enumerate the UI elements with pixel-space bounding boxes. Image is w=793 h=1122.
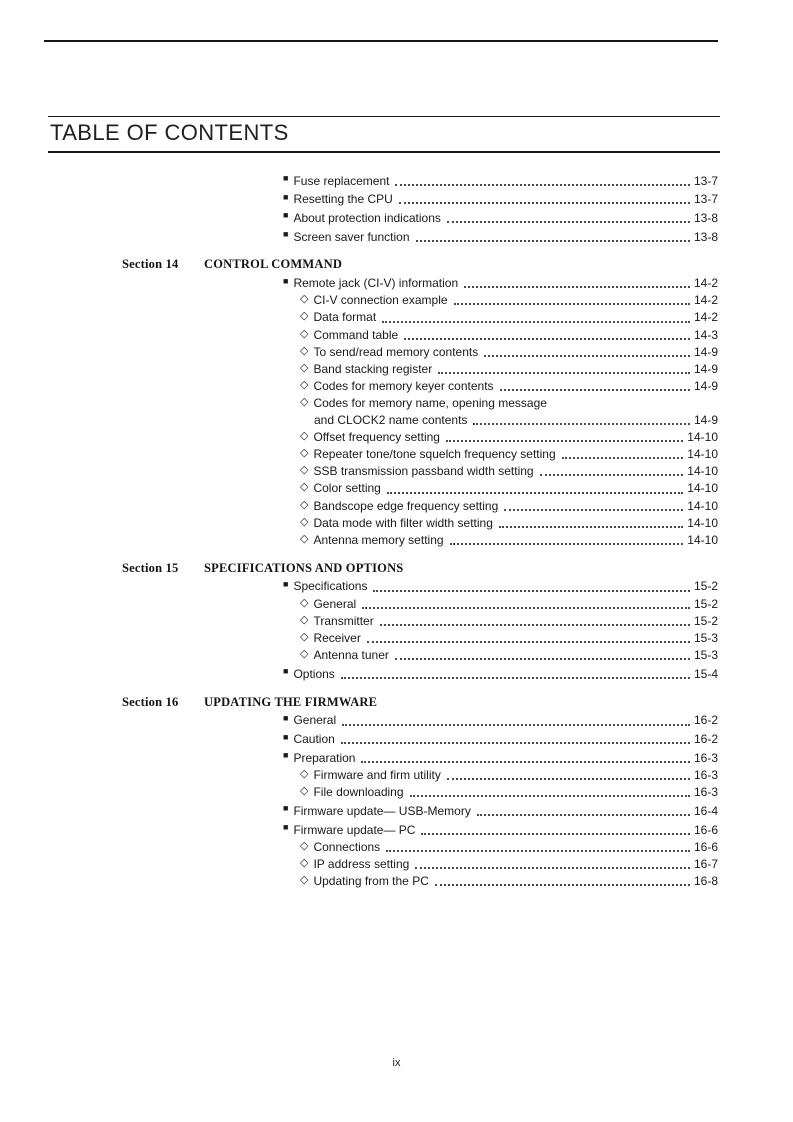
toc-entry-label: Receiver <box>313 631 361 646</box>
toc-entry <box>122 226 718 245</box>
square-bullet-icon: ■ <box>283 731 289 742</box>
square-bullet-icon: ■ <box>283 578 289 589</box>
toc-entry-label: File downloading <box>313 785 404 800</box>
diamond-bullet-icon: ◇ <box>300 857 309 870</box>
toc-entry-continuation <box>122 412 718 428</box>
toc-entry-label: Antenna memory setting <box>313 533 444 548</box>
dot-leader <box>450 543 684 545</box>
toc-entry <box>122 855 718 872</box>
dot-leader <box>499 526 683 528</box>
dot-leader <box>404 338 690 340</box>
toc-entry-page: 13-8 <box>693 210 718 225</box>
toc-entry-page: 14-9 <box>693 412 718 427</box>
dot-leader <box>395 184 689 186</box>
square-bullet-icon: ■ <box>283 229 289 240</box>
page-number: ix <box>392 1057 401 1069</box>
toc-entry-label: Screen saver function <box>293 229 410 244</box>
diamond-bullet-icon: ◇ <box>300 648 309 661</box>
toc-entry-label: Specifications <box>293 579 368 594</box>
toc-entry-page: 14-10 <box>687 498 718 513</box>
toc-entry-label: Bandscope edge frequency setting <box>313 498 499 513</box>
dot-leader <box>342 724 690 726</box>
toc-entry-page: 16-3 <box>693 768 718 782</box>
section-title: UPDATING THE FIRMWARE <box>204 694 378 709</box>
toc-entry-page: 14-2 <box>693 293 718 308</box>
toc-entry-label: Firmware and firm utility <box>313 768 441 782</box>
toc-entry-label: Command table <box>313 327 399 342</box>
toc-entry-page: 15-4 <box>693 666 718 681</box>
diamond-bullet-icon: ◇ <box>300 447 309 460</box>
diamond-bullet-icon: ◇ <box>300 631 309 644</box>
diamond-bullet-icon: ◇ <box>300 379 309 392</box>
toc-entry-label: IP address setting <box>313 857 410 872</box>
toc-entry-label: Options <box>293 666 335 681</box>
toc-entry-page: 13-7 <box>693 173 718 188</box>
toc-entry-page: 15-2 <box>693 596 718 611</box>
dot-leader <box>416 240 690 242</box>
toc-entry <box>122 326 718 343</box>
dot-leader <box>504 509 683 511</box>
dot-leader <box>473 423 690 425</box>
diamond-bullet-icon: ◇ <box>300 362 309 375</box>
toc-entry <box>122 819 718 838</box>
square-bullet-icon: ■ <box>283 750 289 761</box>
dot-leader <box>410 795 690 797</box>
toc-entry-page: 15-3 <box>693 648 718 663</box>
square-bullet-icon: ■ <box>283 822 289 833</box>
toc-entry-label: Caution <box>293 732 335 747</box>
toc-entry-label: Connections <box>313 839 381 854</box>
dot-leader <box>446 440 683 442</box>
square-bullet-icon: ■ <box>283 803 289 814</box>
dot-leader <box>367 641 690 643</box>
dot-leader <box>540 474 684 476</box>
toc-entry-page: 14-10 <box>687 464 718 479</box>
toc-entry-label: Firmware update— PC <box>293 822 416 837</box>
toc-entry <box>122 377 718 394</box>
toc-entry <box>122 576 718 595</box>
toc-entry <box>122 710 718 729</box>
toc-entry <box>122 462 718 479</box>
section-label: Section 16 <box>122 694 179 709</box>
dot-leader <box>386 850 690 852</box>
toc-entry-label: Color setting <box>313 481 381 496</box>
top-rule <box>44 40 718 42</box>
toc-entry-page: 16-2 <box>693 732 718 747</box>
toc-entry-label: About protection indications <box>293 210 441 225</box>
diamond-bullet-icon: ◇ <box>300 396 309 409</box>
dot-leader <box>464 286 690 288</box>
toc-entry <box>122 747 718 766</box>
square-bullet-icon: ■ <box>283 191 289 202</box>
toc-entry-page: 16-2 <box>693 713 718 728</box>
dot-leader <box>373 590 689 592</box>
toc-entry-page: 14-10 <box>687 533 718 548</box>
toc-entry <box>122 629 718 646</box>
toc-entry-page: 16-3 <box>693 750 718 765</box>
toc-entry-page: 15-2 <box>693 613 718 628</box>
diamond-bullet-icon: ◇ <box>300 464 309 477</box>
dot-leader <box>484 355 690 357</box>
toc-entry <box>122 663 718 682</box>
toc-entry-page: 14-9 <box>693 362 718 377</box>
dot-leader <box>399 202 690 204</box>
dot-leader <box>415 867 690 869</box>
toc-entry-label: Offset frequency setting <box>313 429 440 444</box>
toc-entry-label: and CLOCK2 name contents <box>314 412 468 427</box>
square-bullet-icon: ■ <box>283 275 289 286</box>
toc-entry-page: 14-2 <box>693 276 718 291</box>
toc-entry-page: 14-10 <box>687 429 718 444</box>
diamond-bullet-icon: ◇ <box>300 613 309 626</box>
toc-entry <box>122 783 718 800</box>
toc-entry-label: SSB transmission passband width setting <box>313 464 534 479</box>
square-bullet-icon: ■ <box>283 173 289 183</box>
dot-leader <box>447 778 690 780</box>
page-title: TABLE OF CONTENTS <box>50 120 289 145</box>
toc-entry <box>122 291 718 308</box>
section-label: Section 14 <box>122 257 179 272</box>
toc-entry <box>122 531 718 548</box>
toc-entry-label: Resetting the CPU <box>293 192 393 207</box>
section-heading <box>122 560 718 576</box>
toc-entry-label: Repeater tone/tone squelch frequency setting <box>313 447 556 462</box>
toc-entry-page: 16-3 <box>693 785 718 800</box>
diamond-bullet-icon: ◇ <box>300 293 309 306</box>
toc-entry-page: 14-10 <box>687 515 718 530</box>
toc-entry-label: To send/read memory contents <box>313 344 479 359</box>
toc-entry-label: Data mode with filter width setting <box>313 515 493 530</box>
diamond-bullet-icon: ◇ <box>300 596 309 609</box>
toc-entry <box>122 445 718 462</box>
section-label: Section 15 <box>122 560 179 575</box>
toc-entry-page: 14-10 <box>687 481 718 496</box>
dot-leader <box>395 658 690 660</box>
toc-entry <box>122 514 718 531</box>
dot-leader <box>500 389 690 391</box>
diamond-bullet-icon: ◇ <box>300 515 309 528</box>
toc-entry <box>122 273 718 292</box>
dot-leader <box>380 624 690 626</box>
square-bullet-icon: ■ <box>283 666 289 677</box>
square-bullet-icon: ■ <box>283 712 289 723</box>
toc-body <box>122 170 718 889</box>
diamond-bullet-icon: ◇ <box>300 874 309 887</box>
toc-entry <box>122 766 718 783</box>
toc-entry-page: 16-8 <box>693 874 718 889</box>
diamond-bullet-icon: ◇ <box>300 839 309 852</box>
toc-entry <box>122 612 718 629</box>
toc-entry-page: 14-9 <box>693 379 718 394</box>
dot-leader <box>477 814 690 816</box>
dot-leader <box>387 492 683 494</box>
toc-entry-page: 13-7 <box>693 192 718 207</box>
toc-entry-page: 16-6 <box>693 822 718 837</box>
dot-leader <box>438 372 690 374</box>
toc-entry <box>122 800 718 819</box>
toc-entry-label: Antenna tuner <box>313 648 389 663</box>
toc-entry-page: 16-6 <box>693 839 718 854</box>
toc-entry <box>122 646 718 663</box>
dot-leader <box>435 884 690 886</box>
toc-entry-label: CI-V connection example <box>313 293 448 308</box>
square-bullet-icon: ■ <box>283 210 289 221</box>
toc-entry-page: 15-3 <box>693 631 718 646</box>
toc-entry <box>122 170 718 189</box>
toc-entry-page: 14-9 <box>693 344 718 359</box>
toc-entry-label: Band stacking register <box>313 362 433 377</box>
toc-entry-label: Codes for memory keyer contents <box>313 379 494 394</box>
diamond-bullet-icon: ◇ <box>300 429 309 442</box>
toc-entry-page: 16-7 <box>693 857 718 872</box>
toc-entry <box>122 428 718 445</box>
toc-entry-label: Preparation <box>293 750 356 765</box>
toc-entry-page: 14-10 <box>687 447 718 462</box>
dot-leader <box>454 303 690 305</box>
toc-entry-label: Data format <box>313 310 377 325</box>
section-title: CONTROL COMMAND <box>204 257 343 272</box>
toc-entry-label: General <box>293 713 337 728</box>
toc-entry <box>122 479 718 496</box>
toc-entry-page: 13-8 <box>693 229 718 244</box>
dot-leader <box>447 221 690 223</box>
toc-entry <box>122 838 718 855</box>
toc-entry-label: General <box>313 596 357 611</box>
toc-heading-block <box>48 116 720 153</box>
dot-leader <box>341 677 690 679</box>
toc-entry <box>122 497 718 514</box>
toc-entry <box>122 343 718 360</box>
toc-entry-label: Codes for memory name, opening message <box>313 396 547 411</box>
dot-leader <box>382 321 690 323</box>
toc-entry <box>122 394 718 411</box>
toc-entry-page: 14-2 <box>693 310 718 325</box>
dot-leader <box>421 833 689 835</box>
toc-entry-page: 16-4 <box>693 803 718 818</box>
dot-leader <box>562 457 684 459</box>
toc-entry <box>122 729 718 748</box>
toc-entry-label: Remote jack (CI-V) information <box>293 276 459 291</box>
toc-entry-page: 14-3 <box>693 327 718 342</box>
toc-entry-label: Updating from the PC <box>313 874 429 889</box>
toc-entry-label: Transmitter <box>313 613 374 628</box>
dot-leader <box>362 607 690 609</box>
dot-leader <box>361 761 689 763</box>
diamond-bullet-icon: ◇ <box>300 785 309 798</box>
diamond-bullet-icon: ◇ <box>300 327 309 340</box>
toc-entry-label: Fuse replacement <box>293 173 390 188</box>
toc-entry <box>122 189 718 208</box>
toc-entry-page: 15-2 <box>693 579 718 594</box>
toc-entry-label: Firmware update— USB-Memory <box>293 803 471 818</box>
diamond-bullet-icon: ◇ <box>300 768 309 780</box>
diamond-bullet-icon: ◇ <box>300 310 309 323</box>
toc-entry <box>122 872 718 889</box>
toc-entry <box>122 595 718 612</box>
section-heading <box>122 694 718 710</box>
toc-entry <box>122 308 718 325</box>
diamond-bullet-icon: ◇ <box>300 344 309 357</box>
diamond-bullet-icon: ◇ <box>300 481 309 494</box>
toc-entry <box>122 360 718 377</box>
toc-entry <box>122 207 718 226</box>
diamond-bullet-icon: ◇ <box>300 533 309 546</box>
dot-leader <box>341 742 690 744</box>
section-heading <box>122 256 718 272</box>
section-title: SPECIFICATIONS AND OPTIONS <box>204 560 404 575</box>
diamond-bullet-icon: ◇ <box>300 498 309 511</box>
